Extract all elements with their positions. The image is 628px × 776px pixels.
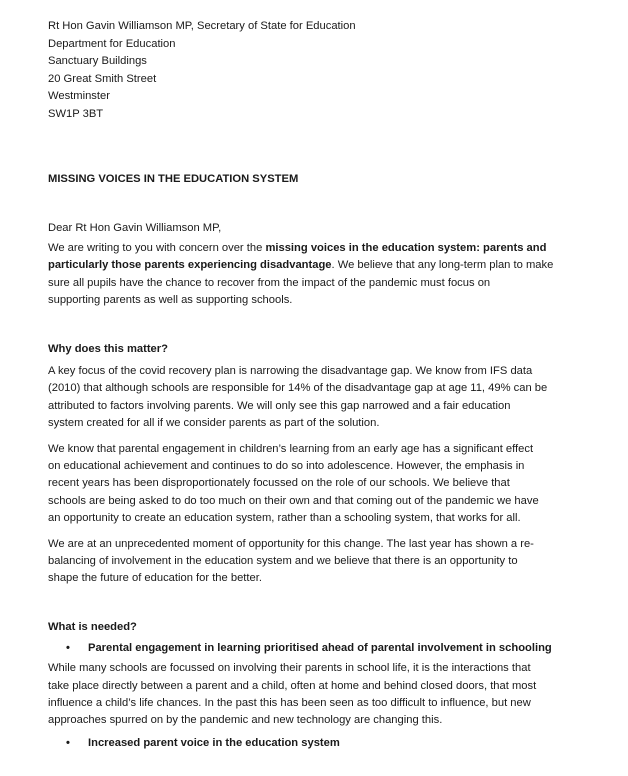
paragraph-line: A key focus of the covid recovery plan is narrowing the disadvantage gap. We know from IFS data bbox=[48, 365, 533, 378]
address-line: Sanctuary Buildings bbox=[48, 55, 147, 67]
paragraph-line: (2010) that although schools are responsible for 14% of the disadvantage gap at age 11, 49% can be bbox=[48, 382, 548, 395]
why-paragraph-2 bbox=[48, 441, 568, 528]
address-line: Rt Hon Gavin Williamson MP, Secretary of State for Education bbox=[48, 20, 356, 32]
paragraph-line: We are at an unprecedented moment of opportunity for this change. The last year has shown a re- bbox=[48, 537, 534, 550]
intro-emphasis: missing voices in the education system: parents and bbox=[265, 242, 547, 254]
paragraph-line: an opportunity to create an education system, rather than a schooling system, that works for all. bbox=[48, 512, 521, 525]
why-paragraph-1 bbox=[48, 363, 568, 433]
paragraph-line: schools are being asked to do too much on their own and that coming out of the pandemic we have bbox=[48, 494, 539, 507]
section-heading-needed: What is needed? bbox=[48, 620, 137, 633]
letter-page bbox=[48, 18, 568, 753]
intro-text: We are writing to you with concern over the bbox=[48, 242, 266, 254]
bullet-item bbox=[48, 733, 568, 753]
subject-heading: MISSING VOICES IN THE EDUCATION SYSTEM bbox=[48, 173, 299, 185]
bullet-icon: • bbox=[66, 642, 70, 655]
bullet-item bbox=[48, 638, 568, 658]
intro-text: sure all pupils have the chance to recover from the impact of the pandemic must focus on bbox=[48, 276, 491, 289]
intro-paragraph bbox=[48, 240, 568, 310]
paragraph-line: recent years has been disproportionately focussed on the role of our schools. We believe that bbox=[48, 477, 510, 490]
address-line: Westminster bbox=[48, 90, 110, 102]
address-line: 20 Great Smith Street bbox=[48, 72, 157, 85]
recipient-address bbox=[48, 18, 568, 123]
paragraph-line: We know that parental engagement in children’s learning from an early age has a significant effect bbox=[48, 442, 534, 455]
intro-text: supporting parents as well as supporting schools. bbox=[48, 294, 293, 307]
paragraph-line: take place directly between a parent and a child, often at home and behind closed doors, that most bbox=[48, 679, 537, 692]
address-line: SW1P 3BT bbox=[48, 107, 104, 120]
salutation: Dear Rt Hon Gavin Williamson MP, bbox=[48, 221, 222, 234]
paragraph-line: shape the future of education for the better. bbox=[48, 572, 262, 585]
section-heading-why: Why does this matter? bbox=[48, 342, 168, 355]
paragraph-line: attributed to factors involving parents. We will only see this gap narrowed and a fair education bbox=[48, 399, 511, 412]
intro-emphasis: particularly those parents experiencing disadvantage bbox=[48, 259, 332, 272]
bullet-text: Increased parent voice in the education system bbox=[88, 736, 340, 749]
intro-text: . We believe that any long-term plan to make bbox=[331, 259, 554, 272]
bullet-text: Parental engagement in learning prioritised ahead of parental involvement in schooling bbox=[88, 642, 552, 655]
paragraph-line: While many schools are focussed on involving their parents in school life, it is the interactions that bbox=[48, 662, 531, 675]
paragraph-line: influence a child’s life chances. In the past this has been seen as too difficult to influence, but new bbox=[48, 697, 531, 710]
address-line: Department for Education bbox=[48, 37, 176, 50]
why-paragraph-3 bbox=[48, 536, 568, 588]
bullet-icon: • bbox=[66, 736, 70, 749]
paragraph-line: approaches spurred on by the pandemic and new technology are changing this. bbox=[48, 714, 443, 727]
paragraph-line: system created for all if we consider parents as part of the solution. bbox=[48, 417, 380, 430]
needed-paragraph-1 bbox=[48, 660, 568, 730]
paragraph-line: balancing of involvement in the education system and we believe that there is an opportunity to bbox=[48, 554, 518, 567]
paragraph-line: on educational achievement and continues to do so into adolescence. However, the emphasis in bbox=[48, 460, 525, 473]
